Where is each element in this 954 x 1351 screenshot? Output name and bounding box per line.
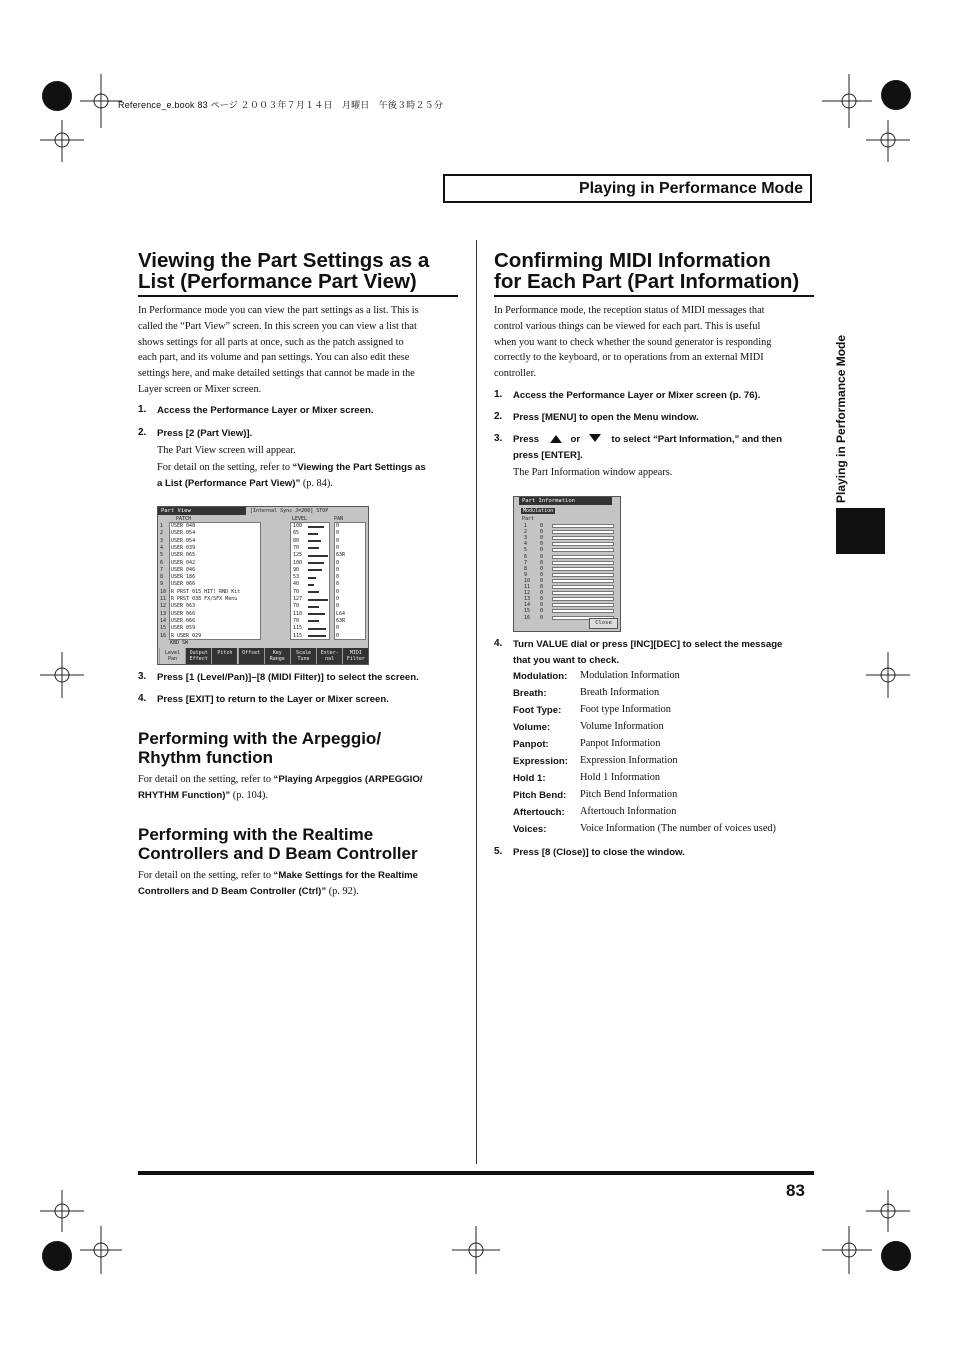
part-view-col-pan: PAN bbox=[334, 516, 344, 522]
ref-text: For detail on the setting, refer to bbox=[138, 870, 274, 881]
intro-line: called the “Part View” screen. In this screen you can view a list that bbox=[138, 320, 417, 332]
part-info-part-value: 0 bbox=[540, 535, 544, 542]
ref-bold: “Playing Arpeggios (ARPEGGIO/ bbox=[273, 774, 423, 785]
part-view-row-level: 80 bbox=[293, 537, 300, 544]
message-value: Modulation Information bbox=[580, 670, 680, 681]
part-view-row-pan: 0 bbox=[336, 530, 340, 537]
part-info-meter bbox=[552, 536, 614, 540]
message-value: Aftertouch Information bbox=[580, 806, 677, 817]
part-info-meter bbox=[552, 591, 614, 595]
page-number: 83 bbox=[786, 1181, 805, 1200]
message-key: Modulation: bbox=[513, 671, 568, 682]
part-info-part-number: 5 bbox=[524, 547, 528, 554]
right-step1-number: 1. bbox=[494, 389, 503, 400]
part-view-row-number: 15 bbox=[160, 625, 167, 632]
right-step3-note: The Part Information window appears. bbox=[513, 467, 673, 478]
message-value: Voice Information (The number of voices used) bbox=[580, 823, 776, 834]
step3-press: Press bbox=[513, 434, 540, 445]
part-view-tab: Scale Tune bbox=[290, 648, 316, 664]
intro-line: In Performance mode, the reception status of MIDI messages that bbox=[494, 305, 765, 316]
left-step3: Press [1 (Level/Pan)]–[8 (MIDI Filter)] to select the screen. bbox=[157, 672, 419, 683]
message-value: Pitch Bend Information bbox=[580, 789, 678, 800]
intro-line: each part, and its volume and pan settings. You can also edit these bbox=[138, 352, 410, 364]
left-title-rule bbox=[138, 295, 458, 297]
part-info-part-number: 3 bbox=[524, 535, 528, 542]
part-view-tab: Offset bbox=[238, 648, 264, 664]
ref-bold: Controllers and D Beam Controller (Ctrl)” bbox=[138, 885, 327, 897]
part-info-meter bbox=[552, 567, 614, 571]
part-view-row-number: 1 bbox=[160, 523, 164, 529]
message-key: Voices: bbox=[513, 824, 547, 835]
part-view-level-bar bbox=[308, 620, 319, 622]
step3-line2: press [ENTER]. bbox=[513, 449, 583, 461]
part-view-tab: Level Pan bbox=[159, 648, 185, 664]
part-info-selected: Modulation bbox=[523, 508, 554, 514]
part-info-meter bbox=[552, 524, 614, 528]
part-info-meter bbox=[552, 609, 614, 613]
part-info-close-button bbox=[589, 618, 618, 629]
part-info-meter bbox=[552, 561, 614, 565]
part-view-row-pan: 0 bbox=[336, 523, 340, 529]
part-view-tab: Key Range bbox=[264, 648, 290, 664]
right-section-title bbox=[494, 250, 824, 292]
part-view-row-patch: USER 042 bbox=[171, 559, 196, 566]
part-info-part-number: 7 bbox=[524, 559, 528, 566]
note-ref-bold: a List (Performance Part View)” bbox=[157, 477, 301, 489]
message-value: Hold 1 Information bbox=[580, 772, 661, 783]
part-view-level-bar bbox=[308, 569, 322, 571]
message-key: Pitch Bend: bbox=[513, 790, 567, 801]
part-view-row-level: 127 bbox=[293, 596, 303, 602]
part-info-part-number: 4 bbox=[524, 541, 528, 548]
part-view-row-level: 70 bbox=[293, 603, 300, 610]
part-info-meter bbox=[552, 585, 614, 589]
part-view-row-number: 10 bbox=[160, 588, 167, 595]
intro-line: when you want to check whether the sound generator is responding bbox=[494, 336, 772, 348]
part-info-title: Part Information bbox=[519, 497, 612, 505]
part-view-col-level: LEVEL bbox=[292, 516, 308, 522]
part-view-row-level: 70 bbox=[293, 588, 300, 595]
part-info-meter bbox=[552, 555, 614, 559]
part-view-row-number: 5 bbox=[160, 552, 164, 559]
intro-line: settings here, and make detailed settings that cannot be made in the bbox=[138, 368, 415, 380]
part-info-part-value: 0 bbox=[540, 541, 544, 548]
part-view-level-bar bbox=[308, 613, 325, 615]
part-info-part-value: 0 bbox=[540, 577, 544, 584]
part-view-row-patch: USER 059 bbox=[171, 625, 196, 632]
part-info-part-number: 11 bbox=[524, 584, 531, 590]
part-view-row-patch: USER 048 bbox=[171, 523, 196, 529]
right-step4-number: 4. bbox=[494, 638, 503, 649]
part-view-level-bar bbox=[308, 599, 328, 601]
left-step4: Press [EXIT] to return to the Layer or Mixer screen. bbox=[157, 694, 389, 705]
message-value: Breath Information bbox=[580, 687, 660, 698]
note-text: For detail on the setting, refer to bbox=[157, 462, 293, 473]
message-value: Expression Information bbox=[580, 755, 678, 766]
part-view-row-number: 9 bbox=[160, 581, 164, 588]
part-view-status: [Internal Sync J=200] STOP bbox=[250, 508, 329, 514]
part-info-meter bbox=[552, 542, 614, 546]
part-view-row-pan: L64 bbox=[336, 610, 346, 617]
part-view-row-patch: R PRST 038 FX/SFX Menu bbox=[171, 596, 238, 602]
part-view-row-pan: 0 bbox=[336, 581, 340, 588]
part-view-row-patch: USER 066 bbox=[171, 617, 196, 624]
side-tab bbox=[836, 508, 885, 554]
part-view-row-pan: 0 bbox=[336, 596, 340, 602]
footer-rule bbox=[138, 1171, 814, 1175]
message-key: Breath: bbox=[513, 688, 547, 699]
right-step2: Press [MENU] to open the Menu window. bbox=[513, 412, 699, 423]
right-step5: Press [8 (Close)] to close the window. bbox=[513, 847, 685, 858]
part-view-row-pan: 0 bbox=[336, 544, 340, 551]
step4-line2: that you want to check. bbox=[513, 654, 620, 666]
part-info-part-value: 0 bbox=[540, 608, 544, 615]
arpeggio-text bbox=[138, 772, 463, 804]
part-view-row-patch: R USER 029 bbox=[171, 632, 202, 639]
message-value: Foot type Information bbox=[580, 704, 671, 715]
part-info-part-value: 0 bbox=[540, 614, 544, 621]
part-view-row-level: 65 bbox=[293, 530, 300, 537]
part-view-row-patch: USER 054 bbox=[171, 537, 196, 544]
part-view-row-patch: USER 065 bbox=[171, 552, 196, 559]
part-view-tab: Exter- nal bbox=[316, 648, 342, 664]
part-view-row-level: 115 bbox=[293, 625, 303, 632]
left-title-line2: List (Performance Part View) bbox=[138, 270, 417, 293]
message-key: Foot Type: bbox=[513, 705, 562, 716]
right-step5-number: 5. bbox=[494, 846, 503, 857]
part-info-part-value: 0 bbox=[540, 602, 544, 609]
rt-title-line1: Performing with the Realtime bbox=[138, 825, 374, 844]
part-info-part-value: 0 bbox=[540, 559, 544, 566]
part-view-title: Part View bbox=[158, 507, 246, 515]
part-info-meter bbox=[552, 548, 614, 552]
left-step2-note2 bbox=[157, 460, 462, 492]
part-view-tab: MIDI Filter bbox=[342, 648, 368, 664]
part-view-kbd-sw: KBD SW bbox=[170, 640, 189, 646]
part-info-part-value: 0 bbox=[540, 523, 544, 529]
part-view-row-patch: USER 186 bbox=[171, 574, 196, 581]
step3-or: or bbox=[570, 434, 581, 445]
right-title-line2: for Each Part (Part Information) bbox=[494, 270, 800, 293]
note-ref-bold: “Viewing the Part Settings as bbox=[292, 462, 426, 473]
part-view-row-level: 100 bbox=[293, 523, 303, 529]
step4-line1: Turn VALUE dial or press [INC][DEC] to select the message bbox=[513, 639, 783, 650]
part-view-row-number: 3 bbox=[160, 537, 164, 544]
message-key: Hold 1: bbox=[513, 773, 546, 784]
part-view-row-pan: 63R bbox=[336, 617, 346, 624]
ref-text: For detail on the setting, refer to bbox=[138, 774, 274, 785]
part-info-part-number: 13 bbox=[524, 596, 531, 603]
part-view-level-bar bbox=[308, 533, 318, 535]
side-tab-text: Playing in Performance Mode bbox=[834, 334, 848, 503]
part-view-row-number: 11 bbox=[160, 596, 167, 602]
part-info-part-number: 2 bbox=[524, 529, 528, 536]
intro-line: Layer screen or Mixer screen. bbox=[138, 383, 262, 395]
part-info-meter bbox=[552, 597, 614, 601]
part-info-part-value: 0 bbox=[540, 565, 544, 572]
right-step2-number: 2. bbox=[494, 411, 503, 422]
left-step2: Press [2 (Part View)]. bbox=[157, 428, 253, 439]
message-key: Panpot: bbox=[513, 739, 549, 750]
right-title-line1: Confirming MIDI Information bbox=[494, 249, 771, 272]
part-info-close-label: Close bbox=[595, 620, 612, 626]
part-view-row-number: 13 bbox=[160, 610, 167, 617]
side-tab-label bbox=[830, 300, 852, 503]
part-info-meter bbox=[552, 603, 614, 607]
message-key: Expression: bbox=[513, 756, 568, 767]
part-view-row-level: 110 bbox=[293, 610, 303, 617]
realtime-text bbox=[138, 868, 463, 900]
ref-page: (p. 104). bbox=[230, 789, 268, 801]
up-arrow-icon bbox=[550, 435, 562, 443]
intro-line: shows settings for all parts at once, such as the patch assigned to bbox=[138, 336, 404, 348]
intro-line: correctly to the keyboard, or to operations from an external MIDI bbox=[494, 352, 764, 364]
part-view-col-patch: PATCH bbox=[176, 516, 192, 522]
part-view-screenshot bbox=[157, 506, 369, 665]
part-info-part-number: 12 bbox=[524, 590, 531, 597]
right-title-rule bbox=[494, 295, 814, 297]
part-info-meter bbox=[552, 573, 614, 577]
right-step4 bbox=[513, 637, 813, 668]
left-step2-number: 2. bbox=[138, 427, 147, 438]
left-step4-number: 4. bbox=[138, 693, 147, 704]
part-view-row-pan: 0 bbox=[336, 625, 340, 632]
part-view-row-level: 125 bbox=[293, 552, 303, 559]
part-info-part-number: 10 bbox=[524, 577, 531, 584]
part-view-row-level: 53 bbox=[293, 574, 300, 581]
part-info-part-number: 1 bbox=[524, 523, 528, 529]
file-header: Reference_e.book 83 ページ ２００３年７月１４日 月曜日 午後３時２５分 bbox=[118, 100, 444, 110]
arpeggio-section-title bbox=[138, 730, 468, 767]
part-view-row-level: 40 bbox=[293, 581, 300, 588]
part-info-part-number: 14 bbox=[524, 602, 531, 609]
part-info-screenshot bbox=[513, 496, 621, 632]
message-value: Panpot Information bbox=[580, 738, 661, 749]
right-intro bbox=[494, 303, 819, 382]
left-intro bbox=[138, 303, 463, 398]
part-view-level-bar bbox=[308, 526, 324, 528]
left-step1-number: 1. bbox=[138, 404, 147, 415]
message-key: Aftertouch: bbox=[513, 807, 565, 818]
ref-page: (p. 92). bbox=[326, 885, 359, 897]
part-info-part-value: 0 bbox=[540, 596, 544, 603]
part-view-tab: Pitch bbox=[211, 648, 237, 664]
column-divider bbox=[476, 240, 477, 1164]
part-view-row-number: 14 bbox=[160, 617, 167, 624]
part-view-row-pan: 0 bbox=[336, 566, 340, 573]
part-view-row-patch: USER 046 bbox=[171, 566, 196, 573]
intro-line: control various things can be viewed for each part. This is useful bbox=[494, 320, 761, 332]
left-step1: Access the Performance Layer or Mixer screen. bbox=[157, 405, 374, 416]
part-view-row-pan: 0 bbox=[336, 537, 340, 544]
ref-bold: RHYTHM Function)” bbox=[138, 789, 231, 801]
part-view-row-pan: 0 bbox=[336, 632, 340, 639]
part-info-part-number: 16 bbox=[524, 614, 531, 621]
part-view-level-bar bbox=[308, 555, 328, 557]
part-info-part-value: 0 bbox=[540, 547, 544, 554]
message-key: Volume: bbox=[513, 722, 551, 733]
arp-title-line2: Rhythm function bbox=[138, 747, 274, 767]
part-info-part-value: 0 bbox=[540, 584, 544, 590]
part-view-row-patch: USER 039 bbox=[171, 544, 196, 551]
part-view-level-bar bbox=[308, 540, 321, 542]
arp-title-line1: Performing with the Arpeggio/ bbox=[138, 729, 382, 748]
part-info-part-number: 8 bbox=[524, 565, 528, 572]
part-view-row-level: 115 bbox=[293, 632, 303, 639]
part-view-level-bar bbox=[308, 606, 319, 608]
part-view-row-number: 8 bbox=[160, 574, 164, 581]
left-step2-note1: The Part View screen will appear. bbox=[157, 445, 296, 456]
left-title-line1: Viewing the Part Settings as a bbox=[138, 249, 430, 272]
running-header-text: Playing in Performance Mode bbox=[578, 180, 803, 197]
part-view-row-number: 7 bbox=[160, 566, 164, 573]
down-arrow-icon bbox=[589, 434, 601, 442]
part-info-part-number: 15 bbox=[524, 608, 531, 615]
part-view-row-level: 90 bbox=[293, 566, 300, 573]
part-info-part-value: 0 bbox=[540, 529, 544, 536]
part-view-row-number: 6 bbox=[160, 559, 164, 566]
step3-rest: to select “Part Information,” and then bbox=[611, 434, 782, 445]
part-view-level-bar bbox=[308, 591, 319, 593]
part-view-level-bar bbox=[308, 562, 324, 564]
running-header bbox=[443, 174, 812, 203]
part-view-row-patch: USER 066 bbox=[171, 610, 196, 617]
part-view-row-pan: 63R bbox=[336, 552, 346, 559]
left-section-title bbox=[138, 250, 468, 292]
part-view-row-number: 16 bbox=[160, 632, 167, 639]
part-view-row-level: 100 bbox=[293, 559, 303, 566]
intro-line: In Performance mode you can view the part settings as a list. This is bbox=[138, 305, 419, 316]
ref-bold: “Make Settings for the Realtime bbox=[273, 870, 419, 881]
part-view-level-bar bbox=[308, 584, 314, 586]
part-info-part-value: 0 bbox=[540, 590, 544, 597]
right-step3 bbox=[513, 432, 813, 463]
part-view-row-level: 70 bbox=[293, 544, 300, 551]
part-info-part-value: 0 bbox=[540, 571, 544, 578]
note-page-ref: (p. 84). bbox=[300, 477, 333, 489]
part-view-row-number: 4 bbox=[160, 544, 164, 551]
part-info-part-value: 0 bbox=[540, 553, 544, 560]
part-view-row-pan: 0 bbox=[336, 574, 340, 581]
part-view-level-bar bbox=[308, 577, 316, 579]
intro-line: controller. bbox=[494, 368, 537, 380]
part-view-row-number: 12 bbox=[160, 603, 167, 610]
part-view-level-bar bbox=[308, 547, 319, 549]
part-view-row-pan: 0 bbox=[336, 588, 340, 595]
part-view-level-bar bbox=[308, 635, 326, 637]
part-info-col-part: Part bbox=[522, 516, 535, 522]
rt-title-line2: Controllers and D Beam Controller bbox=[138, 843, 418, 863]
right-step1: Access the Performance Layer or Mixer screen (p. 76). bbox=[513, 390, 761, 401]
part-view-tab: Output Effect bbox=[185, 648, 211, 664]
right-step3-number: 3. bbox=[494, 433, 503, 444]
part-view-row-level: 70 bbox=[293, 617, 300, 624]
part-view-row-number: 2 bbox=[160, 530, 164, 537]
part-view-level-bar bbox=[308, 628, 326, 630]
message-value: Volume Information bbox=[580, 721, 664, 732]
part-view-row-patch: USER 063 bbox=[171, 603, 196, 610]
part-view-row-patch: USER 054 bbox=[171, 530, 196, 537]
left-step3-number: 3. bbox=[138, 671, 147, 682]
realtime-section-title bbox=[138, 826, 468, 863]
part-info-meter bbox=[552, 530, 614, 534]
part-info-part-number: 6 bbox=[524, 553, 528, 560]
part-view-row-patch: USER 066 bbox=[171, 581, 196, 588]
part-info-meter bbox=[552, 579, 614, 583]
part-view-row-pan: 0 bbox=[336, 559, 340, 566]
part-view-row-patch: R PRST 015 HIT! RND Kit bbox=[171, 588, 241, 595]
part-view-row-pan: 0 bbox=[336, 603, 340, 610]
part-info-part-number: 9 bbox=[524, 571, 528, 578]
